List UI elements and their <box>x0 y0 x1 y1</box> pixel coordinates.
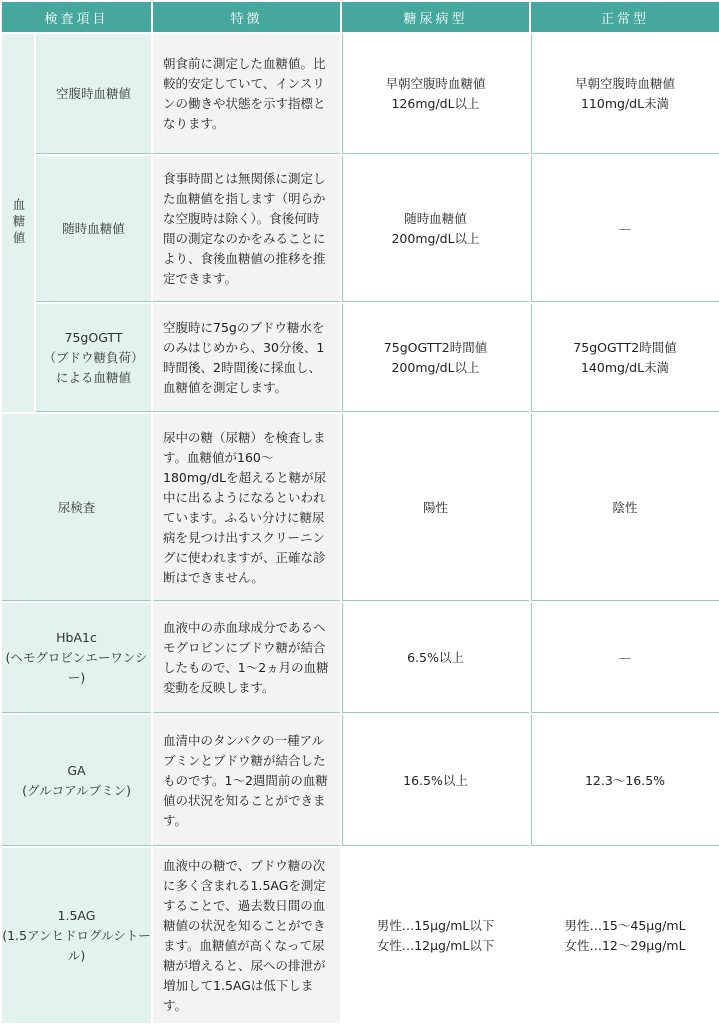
group-label-text: 血糖値 <box>11 198 26 248</box>
diabetes-value <box>341 155 530 303</box>
test-description: 空腹時に75gのブドウ糖水をのみはじめから、30分後、1時間後、2時間後に採血し、血糖値を測定します。 <box>152 303 341 413</box>
value-line: 200mg/dL以上 <box>391 360 480 375</box>
test-name-line: GA <box>67 762 86 778</box>
table-row <box>1 602 719 714</box>
value-line: 140mg/dL未満 <box>580 360 670 375</box>
diabetes-value <box>341 413 530 602</box>
value-line: 200mg/dL以上 <box>391 231 480 246</box>
value-line: 男性…15μg/mL以下 <box>376 917 495 933</box>
value-line: — <box>618 650 632 665</box>
test-name-line: 1.5AG <box>57 907 96 923</box>
header-row <box>1 1 719 33</box>
value-line: 6.5%以上 <box>407 650 464 665</box>
diabetes-value <box>341 714 530 847</box>
value-line: 陰性 <box>612 499 638 515</box>
test-name <box>35 303 152 413</box>
value-line: 早朝空腹時血糖値 <box>575 76 676 91</box>
blood-glucose-group-label <box>1 33 35 413</box>
value-line: 男性…15～45μg/mL <box>564 917 686 933</box>
table-row <box>1 303 719 413</box>
value-line: 随時血糖値 <box>404 211 467 226</box>
value-line: 女性…12～29μg/mL <box>564 937 686 953</box>
header-test-item: 検査項目 <box>1 1 152 33</box>
table-row <box>1 413 719 602</box>
test-name-line: (グルコアルブミン) <box>22 782 131 798</box>
value-line: — <box>618 221 632 236</box>
test-name-line: (1.5アンヒドログルシトール) <box>2 927 151 963</box>
value-line: 126mg/dL以上 <box>391 96 480 111</box>
normal-value <box>530 413 719 602</box>
test-name <box>35 33 152 155</box>
value-line: 16.5%以上 <box>403 772 468 788</box>
test-name <box>1 847 152 1024</box>
test-description: 食事時間とは無関係に測定した血糖値を指します（明らかな空腹時は除く）。食後何時間の測定なのかをみることにより、食後血糖値の推移を推定できます。 <box>152 155 341 303</box>
test-name-line: 随時血糖値 <box>62 221 125 236</box>
test-name-line: 空腹時血糖値 <box>56 86 132 101</box>
test-name-line: 75gOGTT <box>64 330 123 345</box>
value-line: 女性…12μg/mL以下 <box>376 937 495 953</box>
normal-value <box>530 33 719 155</box>
normal-value <box>530 847 719 1024</box>
test-description: 血液中の糖で、ブドウ糖の次に多く含まれる1.5AGを測定することで、過去数日間の血糖値の状況を知ることができます。血糖値が高くなって尿糖が増えると、尿への排泄が増加して1.5AGは低下します。 <box>152 847 341 1024</box>
test-description: 朝食前に測定した血糖値。比較的安定していて、インスリンの働きや状態を示す指標となります。 <box>152 33 341 155</box>
diabetes-value <box>341 33 530 155</box>
diabetes-value <box>341 847 530 1024</box>
test-name-line: (ヘモグロビンエーワンシー) <box>5 650 148 685</box>
normal-value <box>530 602 719 714</box>
test-description: 血清中のタンパクの一種アルブミンとブドウ糖が結合したものです。1～2週間前の血糖値の状況を知ることができます。 <box>152 714 341 847</box>
test-name <box>1 413 152 602</box>
test-name-line: 尿検査 <box>57 499 96 515</box>
normal-value <box>530 303 719 413</box>
test-name-line: HbA1c <box>56 630 97 645</box>
normal-value <box>530 714 719 847</box>
normal-value <box>530 155 719 303</box>
test-description: 血液中の赤血球成分であるヘモグロビンにブドウ糖が結合したもので、1～2ヵ月の血糖変動を反映します。 <box>152 602 341 714</box>
value-line: 110mg/dL未満 <box>580 96 670 111</box>
value-line: 早朝空腹時血糖値 <box>385 76 486 91</box>
test-description: 尿中の糖（尿糖）を検査します。血糖値が160～180mg/dLを超えると糖が尿中に出るようになるといわれています。ふるい分けに糖尿病を見つけ出すスクリーニングに使われますが、正確な診断はできません。 <box>152 413 341 602</box>
header-diabetes-type: 糖尿病型 <box>341 1 530 33</box>
diabetes-value <box>341 303 530 413</box>
diabetes-value <box>341 602 530 714</box>
header-feature: 特徴 <box>152 1 341 33</box>
table-row <box>1 33 719 155</box>
header-normal-type: 正常型 <box>530 1 719 33</box>
test-name <box>1 602 152 714</box>
test-name-line: （ブドウ糖負荷） <box>43 350 144 365</box>
test-name-line: による血糖値 <box>56 370 132 385</box>
value-line: 75gOGTT2時間値 <box>383 340 488 355</box>
value-line: 12.3～16.5% <box>584 772 666 788</box>
table-row <box>1 847 719 1024</box>
value-line: 陽性 <box>423 499 449 515</box>
value-line: 75gOGTT2時間値 <box>573 340 677 355</box>
table-row <box>1 155 719 303</box>
table-row <box>1 714 719 847</box>
test-name <box>1 714 152 847</box>
test-name <box>35 155 152 303</box>
